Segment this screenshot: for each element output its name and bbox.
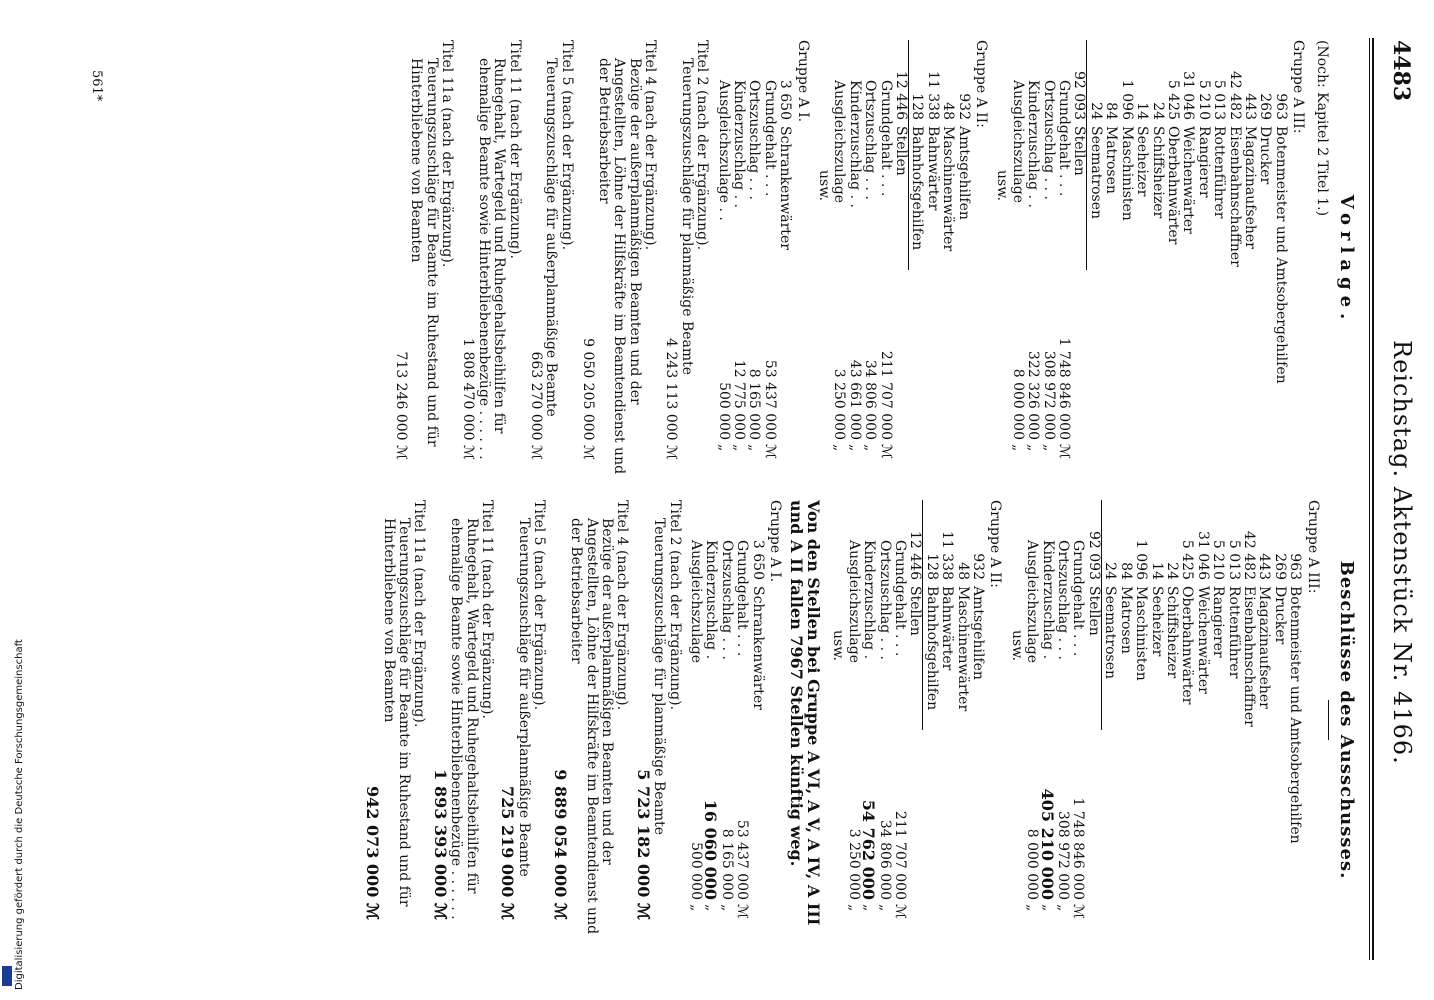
amount-label: Kinderzuschlag .: [1039, 540, 1056, 660]
stelle-label: Bahnhofsgehilfen: [909, 126, 926, 251]
stelle-row: [1195, 40, 1210, 480]
stelle-count: 269: [1257, 93, 1274, 120]
amount-value: 43 661 000: [846, 359, 863, 440]
amount-label: Ortszuschlag . . .: [876, 540, 893, 660]
stelle-row: [1272, 40, 1287, 480]
titel-block: [365, 500, 427, 940]
group-title: Gruppe A I.: [794, 40, 811, 123]
amount-value: 3 250 000: [845, 828, 862, 900]
stelle-label: Matrosen: [1117, 586, 1134, 654]
amount-label: Grundgehalt . . .: [1070, 540, 1087, 657]
amount-label: Ausgleichszulage: [1024, 540, 1041, 664]
titel-text: Teuerungszuschläge für Beamte im Ruhestand und für Hinterbliebene von Beamten: [408, 58, 440, 447]
titel-head: Titel 5 (nach der Ergänzung).: [558, 40, 575, 251]
amount-value: 322 326 000: [1025, 350, 1042, 440]
titel-head: Titel 11 (nach der Ergänzung).: [479, 500, 496, 719]
titel-sum: 942 073 000 ℳ: [363, 785, 383, 920]
titel-sum: 1 893 393 000 ℳ: [430, 769, 450, 920]
stelle-row: [940, 40, 955, 480]
stelle-label: Bahnwärter: [939, 586, 956, 671]
stellen-total-count: 12 446: [907, 531, 924, 580]
stelle-row: [1256, 500, 1271, 940]
stelle-count: 5 425: [1179, 539, 1196, 580]
stelle-count: 932: [955, 93, 972, 120]
stelle-row: [970, 500, 985, 940]
amount-row: [1037, 500, 1057, 940]
amount-label: Kinderzuschlag . .: [1025, 80, 1042, 208]
stelle-label: Maschinenwärter: [940, 126, 957, 252]
titel-sum: 5 723 182 000 ℳ: [633, 769, 653, 920]
amount-value: 8 000 000: [1024, 828, 1041, 900]
stelle-row: [1180, 40, 1195, 480]
amount-row: [877, 40, 892, 480]
stelle-count: 31 046: [1194, 531, 1211, 580]
stelle-label: Bahnwärter: [924, 126, 941, 211]
stelle-count: 5 013: [1225, 539, 1242, 580]
column-vorlage: [392, 40, 1358, 480]
currency-sign: ℳ: [1056, 444, 1073, 459]
stelle-count: 1 096: [1133, 539, 1150, 580]
credit-text: Digitalisierung gefördert durch die Deutsche Forschungsgemeinschaft: [14, 639, 25, 990]
stelle-label: Weichenwärter: [1194, 586, 1211, 694]
usw-label: usw.: [1008, 630, 1025, 661]
amount-value: 211 707 000: [877, 350, 894, 440]
titel-sum: 9 050 205 000 ℳ: [580, 338, 597, 460]
currency-sign: „: [1055, 904, 1072, 912]
amount-row: [688, 500, 703, 940]
titel-sum: 4 243 113 000 ℳ: [663, 338, 680, 460]
currency-sign: „: [730, 444, 747, 452]
amount-row: [1070, 500, 1085, 940]
titel-list: [365, 500, 682, 940]
stelle-label: Matrosen: [1103, 126, 1120, 194]
amount-row: [859, 500, 879, 940]
stelle-count: 42 482: [1240, 531, 1257, 580]
amount-label: Ortszuschlag . . .: [1040, 80, 1057, 200]
stelle-label: Seeheizer: [1134, 126, 1151, 197]
amount-list: [831, 40, 893, 480]
titel-head: Titel 4 (nach der Ergänzung).: [614, 500, 631, 711]
amount-row: [1056, 40, 1071, 480]
amount-value: 308 972 000: [1040, 350, 1057, 440]
stelle-row: [1149, 40, 1164, 480]
page-number: 4483: [1388, 40, 1414, 102]
titel-sum: 713 246 000 ℳ: [392, 351, 409, 460]
titel-block: [460, 40, 522, 480]
currency-sign: „: [861, 904, 878, 912]
stelle-count: 3 650: [749, 539, 766, 580]
titel-head: Titel 11a (nach der Ergänzung).: [411, 500, 428, 728]
stelle-count: 84: [1103, 102, 1120, 120]
stelle-row: [955, 40, 970, 480]
amount-label: Grundgehalt . . .: [734, 540, 751, 657]
amount-row: [1040, 40, 1055, 480]
amount-label: Ortszuschlag . . .: [746, 80, 763, 200]
amount-row: [846, 40, 861, 480]
titel-text: Bezüge der außerplanmäßigen Beamten und der Angestellten, Löhne der Hilfskräfte im Beamtendienst und der Betriebsarbeiter: [595, 58, 643, 475]
stelle-label: Eisenbahnschaffner: [1226, 126, 1243, 267]
titel-head: Titel 2 (nach der Ergänzung).: [694, 40, 711, 251]
stellen-total-label: Stellen: [907, 586, 924, 636]
stelle-row: [924, 40, 939, 480]
amount-label: Ausgleichszulage . .: [715, 80, 732, 221]
stelle-count: 3 650: [777, 79, 794, 120]
stelle-row: [1242, 40, 1257, 480]
stellen-list: [1088, 40, 1288, 480]
amount-value: 500 000: [687, 842, 704, 900]
titel-sum: 663 270 000 ℳ: [528, 351, 545, 460]
stelle-row: [1118, 40, 1133, 480]
stelle-count: 443: [1241, 93, 1258, 120]
currency-sign: „: [845, 904, 862, 912]
stelle-label: Maschinenwärter: [954, 586, 971, 712]
usw-label: usw.: [830, 630, 847, 661]
titel-block: [500, 500, 546, 940]
stelle-row: [939, 500, 954, 940]
stelle-count: 48: [954, 562, 971, 580]
amount-row: [734, 500, 749, 940]
stelle-row: [954, 500, 969, 940]
stelle-row: [1210, 500, 1225, 940]
titel-sum: 9 889 054 000 ℳ: [550, 769, 570, 920]
amount-row: [845, 500, 860, 940]
stelle-count: 14: [1148, 562, 1165, 580]
titel-head: Titel 2 (nach der Ergänzung).: [666, 500, 683, 711]
amount-row: [876, 500, 891, 940]
stelle-row: [1257, 40, 1272, 480]
stelle-row: [1088, 40, 1103, 480]
stelle-label: Maschinisten: [1118, 126, 1135, 221]
stelle-row: [777, 40, 792, 480]
amount-label: Ortszuschlag . . .: [718, 540, 735, 660]
stelle-count: 443: [1256, 553, 1273, 580]
amount-row: [715, 40, 730, 480]
stelle-label: Drucker: [1257, 126, 1274, 185]
stellen-total-label: Stellen: [1085, 586, 1102, 636]
currency-sign: „: [846, 444, 863, 452]
currency-sign: „: [1040, 444, 1057, 452]
stellen-total: [1086, 500, 1102, 730]
usw-label: usw.: [994, 170, 1011, 201]
stelle-count: 269: [1271, 553, 1288, 580]
titel-head: Titel 11a (nach der Ergänzung).: [439, 40, 456, 268]
stelle-count: 5 210: [1210, 539, 1227, 580]
stellen-total-count: 12 446: [893, 71, 910, 120]
stelle-row: [1134, 40, 1149, 480]
amount-row: [892, 500, 907, 940]
currency-sign: ℳ: [1070, 904, 1087, 919]
stelle-label: Botenmeister und Amtsobergehilfen: [1272, 126, 1289, 384]
stelle-count: 5 210: [1195, 79, 1212, 120]
running-title: Reichstag. Aktenstück Nr. 4166.: [1388, 340, 1416, 765]
usw-label: usw.: [816, 170, 832, 201]
amount-row: [862, 40, 877, 480]
stelle-count: 84: [1117, 562, 1134, 580]
currency-sign: ℳ: [761, 444, 778, 459]
stelle-row: [749, 500, 764, 940]
amount-value: 1 748 846 000: [1056, 337, 1073, 440]
amount-row: [731, 40, 746, 480]
stelle-label: Drucker: [1271, 586, 1288, 645]
amount-label: Ausgleichszulage: [1009, 80, 1026, 204]
amount-row: [746, 40, 761, 480]
stelle-count: 24: [1087, 102, 1104, 120]
titel-block: [392, 40, 454, 480]
stellen-total-label: Stellen: [1071, 126, 1088, 176]
amount-label: Ausgleichszulage: [687, 540, 704, 664]
titel-list: [392, 40, 709, 480]
currency-sign: „: [831, 444, 848, 452]
stelle-label: Oberbahnwärter: [1179, 586, 1196, 705]
group-title: Gruppe A III:: [1290, 40, 1307, 134]
currency-sign: ℳ: [892, 904, 909, 919]
amount-value: 3 250 000: [831, 368, 848, 440]
amount-label: Ausgleichszulage: [845, 540, 862, 664]
amount-value: 308 972 000: [1055, 810, 1072, 900]
stelle-label: Seematrosen: [1102, 586, 1119, 680]
amount-value: 12 775 000: [730, 359, 747, 440]
amount-list: [688, 500, 750, 940]
stelle-label: Botenmeister und Amtsobergehilfen: [1287, 586, 1304, 844]
titel-text: Teuerungszuschläge für außerplanmäßige Beamte: [543, 58, 560, 417]
stellen-list: [923, 500, 985, 940]
titel-head: Titel 4 (nach der Ergänzung).: [641, 40, 658, 251]
stelle-row: [909, 40, 924, 480]
stelle-count: 5 425: [1164, 79, 1181, 120]
titel-sum: 1 808 470 000 ℳ: [460, 338, 477, 460]
amount-row: [701, 500, 721, 940]
titel-text: Bezüge der außerplanmäßigen Beamten und der Angestellten, Löhne der Hilfskräfte im Beamtendienst und der Betriebsarbeiter: [568, 518, 615, 935]
titel-text: Teuerungszuschläge für außerplanmäßige Beamte: [515, 518, 532, 877]
column-beschluesse: [365, 500, 1358, 940]
stelle-count: 24: [1163, 562, 1180, 580]
stelle-row: [1226, 40, 1241, 480]
stelle-label: Schrankenwärter: [749, 586, 766, 710]
amount-value: 1 748 846 000: [1070, 797, 1087, 900]
group-title: Gruppe A II:: [973, 40, 990, 128]
amount-label: Grundgehalt . . .: [892, 540, 909, 657]
stelle-label: Rottenführer: [1211, 126, 1228, 219]
amount-label: Kinderzuschlag . .: [846, 80, 863, 208]
currency-sign: „: [1025, 444, 1042, 452]
titel-sum: 725 219 000 ℳ: [498, 785, 518, 920]
amount-value: 500 000: [715, 382, 732, 440]
stelle-row: [1241, 500, 1256, 940]
amount-label: Ortszuschlag . . .: [1055, 540, 1072, 660]
header-rule: [1372, 38, 1374, 960]
stelle-row: [1117, 500, 1132, 940]
stelle-label: Rangierer: [1195, 126, 1212, 198]
stelle-label: Schiffsheizer: [1149, 126, 1166, 219]
stelle-label: Oberbahnwärter: [1164, 126, 1181, 245]
titel-head: Titel 11 (nach der Ergänzung).: [506, 40, 523, 259]
column-title: Vorlage.: [1336, 194, 1357, 326]
stelle-row: [1225, 500, 1240, 940]
titel-text: Teuerungszuschläge für planmäßige Beamte: [678, 58, 695, 376]
amount-list: [845, 500, 907, 940]
amount-value: 211 707 000: [892, 810, 909, 900]
amount-label: Grundgehalt . . .: [877, 80, 894, 197]
stelle-row: [1211, 40, 1226, 480]
amount-value: 405 210 000: [1037, 788, 1057, 900]
stelle-count: 14: [1134, 102, 1151, 120]
stellen-total-count: 92 093: [1071, 71, 1088, 120]
continuation-note: (Noch: Kapitel 2 Titel 1.): [1313, 40, 1330, 217]
stelle-label: Schrankenwärter: [777, 126, 794, 250]
stelle-count: 31 046: [1180, 71, 1197, 120]
stelle-label: Eisenbahnschaffner: [1240, 586, 1257, 727]
stelle-row: [1194, 500, 1209, 940]
amount-value: 54 762 000: [859, 799, 879, 900]
amount-label: Grundgehalt . . .: [1056, 80, 1073, 197]
stellen-list: [749, 500, 764, 940]
currency-sign: „: [715, 444, 732, 452]
amount-value: 53 437 000: [734, 819, 751, 900]
stelle-count: 11 338: [939, 531, 956, 580]
titel-block: [580, 40, 657, 480]
stelle-count: 42 482: [1226, 71, 1243, 120]
amount-label: Ausgleichszulage: [831, 80, 848, 204]
stelle-row: [1165, 40, 1180, 480]
title-rule: [1328, 700, 1329, 740]
currency-sign: „: [876, 904, 893, 912]
titel-block: [663, 40, 709, 480]
stelle-label: Magazinaufseher: [1241, 126, 1258, 249]
titel-text: Teuerungszuschläge für Beamte im Ruhestand und für Hinterbliebene von Beamten: [380, 518, 413, 907]
amount-row: [1025, 40, 1040, 480]
stelle-count: 932: [970, 553, 987, 580]
stellen-total-label: Stellen: [893, 126, 910, 176]
titel-block: [552, 500, 629, 940]
stelle-label: Seeheizer: [1148, 586, 1165, 657]
titel-block: [635, 500, 681, 940]
stelle-row: [1164, 500, 1179, 940]
stelle-label: Magazinaufseher: [1256, 586, 1273, 709]
currency-sign: „: [1009, 444, 1026, 452]
currency-sign: „: [718, 904, 735, 912]
column-title: Beschlüsse des Ausschusses.: [1336, 560, 1357, 880]
stelle-row: [923, 500, 938, 940]
amount-label: Kinderzuschlag .: [703, 540, 720, 660]
group-title: Gruppe A III:: [1304, 500, 1321, 594]
amount-value: 8 000 000: [1009, 368, 1026, 440]
stelle-count: 24: [1102, 562, 1119, 580]
stelle-label: Weichenwärter: [1180, 126, 1197, 234]
sheet-number: 561*: [89, 70, 104, 102]
stelle-count: 1 096: [1118, 79, 1135, 120]
stelle-label: Bahnhofsgehilfen: [923, 586, 940, 711]
stelle-row: [1179, 500, 1194, 940]
amount-value: 16 060 000: [701, 799, 721, 900]
stelle-label: Schiffsheizer: [1163, 586, 1180, 679]
titel-text: Ruhegehalt, Wartegeld und Ruhegehaltsbeihilfen für ehemalige Beamte sowie Hinterbliebenenbezüge . . . . . .: [475, 58, 508, 460]
stelle-label: Maschinisten: [1133, 586, 1150, 681]
titel-block: [528, 40, 574, 480]
stellen-list: [1102, 500, 1302, 940]
stelle-count: 24: [1149, 102, 1166, 120]
currency-sign: „: [746, 444, 763, 452]
currency-sign: ℳ: [734, 904, 751, 919]
stelle-count: 963: [1272, 93, 1289, 120]
amount-row: [831, 40, 846, 480]
stelle-row: [1271, 500, 1286, 940]
header-rule-thin: [1369, 38, 1370, 960]
titel-head: Titel 5 (nach der Ergänzung).: [531, 500, 548, 711]
currency-sign: „: [862, 444, 879, 452]
stelle-count: 963: [1287, 553, 1304, 580]
stelle-row: [1102, 500, 1117, 940]
stelle-row: [1287, 500, 1302, 940]
stelle-count: 11 338: [924, 71, 941, 120]
stelle-row: [1133, 500, 1148, 940]
amount-row: [1009, 40, 1024, 480]
group-title: Gruppe A II:: [987, 500, 1004, 588]
amount-list: [1009, 40, 1071, 480]
stelle-count: 5 013: [1211, 79, 1228, 120]
stellen-weg-note: Von den Stellen bei Gruppe A VI, A V, A IV, A III und A II fallen 7967 Stellen künftig weg.: [787, 500, 823, 926]
currency-sign: „: [687, 904, 704, 912]
amount-value: 8 165 000: [718, 828, 735, 900]
titel-text: Teuerungszuschläge für planmäßige Beamte: [651, 518, 668, 836]
stellen-total: [893, 40, 909, 270]
stelle-label: Rangierer: [1210, 586, 1227, 658]
stellen-list: [777, 40, 792, 480]
stelle-label: Rottenführer: [1225, 586, 1242, 679]
amount-row: [1055, 500, 1070, 940]
amount-value: 8 165 000: [746, 368, 763, 440]
amount-label: Kinderzuschlag .: [861, 540, 878, 660]
group-title: Gruppe A I.: [767, 500, 783, 583]
titel-text: Ruhegehalt, Wartegeld und Ruhegehaltsbeihilfen für ehemalige Beamte sowie Hinterbliebenenbezüge . . . . . .: [448, 518, 480, 920]
stelle-row: [1148, 500, 1163, 940]
stellen-total: [1071, 40, 1087, 270]
stelle-label: Seematrosen: [1087, 126, 1104, 220]
currency-sign: „: [1039, 904, 1056, 912]
amount-row: [761, 40, 776, 480]
currency-sign: ℳ: [877, 444, 894, 459]
amount-row: [718, 500, 733, 940]
stelle-row: [1103, 40, 1118, 480]
stelle-label: Amtsgehilfen: [970, 586, 987, 680]
currency-sign: „: [703, 904, 720, 912]
stellen-total-count: 92 093: [1085, 531, 1102, 580]
amount-label: Kinderzuschlag . .: [730, 80, 747, 208]
stellen-list: [909, 40, 971, 480]
stellen-total: [907, 500, 923, 730]
amount-value: 34 806 000: [862, 359, 879, 440]
amount-value: 34 806 000: [876, 819, 893, 900]
stelle-count: 128: [923, 553, 940, 580]
currency-sign: „: [1024, 904, 1041, 912]
amount-list: [715, 40, 777, 480]
amount-label: Grundgehalt . . .: [761, 80, 778, 197]
stelle-count: 48: [940, 102, 957, 120]
amount-label: Ortszuschlag . . .: [862, 80, 879, 200]
amount-row: [1024, 500, 1039, 940]
stelle-label: Amtsgehilfen: [955, 126, 972, 220]
titel-block: [432, 500, 494, 940]
stelle-count: 128: [909, 93, 926, 120]
amount-list: [1024, 500, 1086, 940]
amount-value: 53 437 000: [761, 359, 778, 440]
